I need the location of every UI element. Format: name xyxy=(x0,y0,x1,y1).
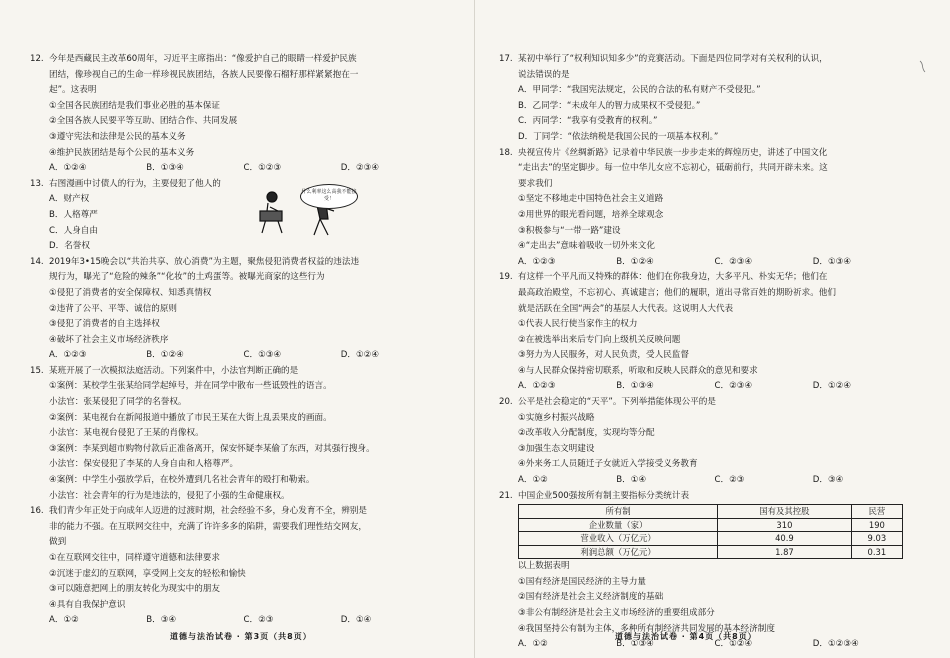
answer-item: ④具有自我保护意识 xyxy=(49,599,126,610)
answer-option: C．①②③ xyxy=(243,163,282,174)
question-stem-text: 就是活跃在全国“两会”的基层人大代表。这说明人大代表 xyxy=(518,303,734,314)
table-header-cell: 国有及其控股 xyxy=(718,505,852,519)
answer-item: ④案例：中学生小强放学后，在校外遭到几名社会青年的殴打和勒索。 xyxy=(49,475,315,486)
answer-item: ①在互联网交往中，同样遵守道德和法律要求 xyxy=(49,553,220,563)
answer-item: 小法官：张某侵犯了同学的名誉权。 xyxy=(49,397,187,408)
answer-option: D．①④ xyxy=(340,615,372,626)
answer-item: A．财产权 xyxy=(49,194,90,205)
answer-item: C．人身自由 xyxy=(49,225,98,236)
table-row xyxy=(519,518,903,532)
answer-item: ③可以随意把网上的朋友转化为现实中的朋友 xyxy=(49,584,220,595)
table-header-row xyxy=(519,505,903,519)
question-stem-text: 说法错误的是 xyxy=(518,69,570,80)
question xyxy=(499,395,911,489)
answer-item: ②改革收入分配制度，实现均等分配 xyxy=(518,428,655,439)
question xyxy=(30,52,438,177)
question-number: 14. xyxy=(30,256,44,267)
answer-option: B．①③④ xyxy=(146,163,184,174)
answer-item: ④我国坚持公有制为主体，多种所有制经济共同发展的基本经济制度 xyxy=(518,623,775,634)
table-cell: 310 xyxy=(718,518,852,532)
answer-item: ④外来务工人员随迁子女就近入学接受义务教育 xyxy=(518,459,698,470)
answer-options xyxy=(499,255,911,271)
question-stem-line xyxy=(30,255,438,271)
left-page-footer: 道德与法治试卷 · 第3页（共8页） xyxy=(170,632,312,641)
question xyxy=(30,504,438,629)
table-header-cell: 民营 xyxy=(851,505,902,519)
question-stem-line xyxy=(30,520,438,536)
question-number: 18. xyxy=(499,147,513,158)
answer-item: ④维护民族团结是每个公民的基本义务 xyxy=(49,147,195,158)
question-stem-line xyxy=(499,489,911,505)
answer-item: D．丁同学：“依法纳税是我国公民的一项基本权利。” xyxy=(518,131,719,142)
question-stem-text: 团结，像珍视自己的生命一样珍视民族团结，各族人民要像石榴籽那样紧紧抱在一 xyxy=(49,69,359,80)
question-stem-line xyxy=(499,161,911,177)
table-cell: 190 xyxy=(851,518,902,532)
answer-option: A．①②③ xyxy=(518,256,556,267)
answer-item: ③案例：李某到超市购物付款后正准备离开，保安怀疑李某偷了东西，对其强行搜身。 xyxy=(49,443,375,454)
left-column xyxy=(30,52,438,629)
answer-options xyxy=(499,473,911,489)
answer-item: ②用世界的眼光看问题，培养全球观念 xyxy=(518,209,664,220)
table-header-cell: 所有制 xyxy=(519,505,718,519)
answer-item: ②违背了公平、平等、诚信的原则 xyxy=(49,303,178,314)
question-stem-text: 中国企业500强按所有制主要指标分类统计表 xyxy=(518,490,690,501)
answer-item: ③侵犯了消费者的自主选择权 xyxy=(49,319,160,330)
answer-item: ①全国各民族团结是我们事业必胜的基本保证 xyxy=(49,100,220,111)
answer-option: A．①② xyxy=(518,639,548,650)
question-stem-text: 最高政治殿堂，不忘初心、真诚建言；他们的履职，道出寻常百姓的期盼祈求。他们 xyxy=(518,287,836,298)
question-stem-text: 2019年3•15晚会以“共治共享、放心消费”为主题，聚焦侵犯消费者权益的违法违 xyxy=(49,256,360,267)
question xyxy=(499,146,911,271)
answer-options xyxy=(30,613,438,629)
answer-item: ②案例：某电视台在新闻报道中播放了市民王某在大街上乱丢果皮的画面。 xyxy=(49,412,332,423)
answer-option: A．①②③ xyxy=(49,350,87,361)
question-number: 20. xyxy=(499,397,513,408)
question-stem-text: 公平是社会稳定的“天平”。下列举措能体现公平的是 xyxy=(518,397,716,408)
answer-option: D．①③④ xyxy=(812,256,852,267)
question-21 xyxy=(499,489,911,653)
answer-item: ①侵犯了消费者的安全保障权、知悉真情权 xyxy=(49,287,212,298)
answer-item: ①国有经济是国民经济的主导力量 xyxy=(518,576,647,587)
right-column xyxy=(499,52,911,653)
question-number xyxy=(30,270,49,286)
question-stem-line xyxy=(499,302,911,318)
answer-option: C．②③ xyxy=(243,615,274,626)
answer-item: ③积极参与“一带一路”建设 xyxy=(518,225,621,236)
answer-options xyxy=(30,161,438,177)
ownership-statistics-table xyxy=(518,504,903,559)
answer-option: D．③④ xyxy=(812,475,844,486)
question-stem-line xyxy=(30,364,438,380)
answer-option: A．①②④ xyxy=(49,163,87,174)
question-number: 19. xyxy=(499,272,513,283)
table-cell: 1.87 xyxy=(718,545,852,559)
answer-item: B．乙同学：“未成年人的智力成果权不受侵犯。” xyxy=(518,100,701,111)
question-number xyxy=(499,68,518,84)
answer-option: D．①②④ xyxy=(340,350,380,361)
answer-option: D．①②③④ xyxy=(812,639,859,650)
answer-item: ②在被选举出来后专门向上级机关反映问题 xyxy=(518,334,681,345)
answer-item: B．人格尊严 xyxy=(49,209,98,220)
answer-item: 小法官：社会青年的行为是违法的，侵犯了小强的生命健康权。 xyxy=(49,490,290,501)
question-number xyxy=(30,520,49,536)
answer-option: A．①②③ xyxy=(518,381,556,392)
question-stem-line xyxy=(499,286,911,302)
answer-item: ③非公有制经济是社会主义市场经济的重要组成部分 xyxy=(518,608,715,618)
answer-item: 小法官：保安侵犯了李某的人身自由和人格尊严。 xyxy=(49,459,239,470)
question-stem-text: 我们青少年正处于向成年人迈进的过渡时期，社会经验不多，身心发育不全，辨别是 xyxy=(49,506,367,517)
question-stem-line xyxy=(30,177,438,193)
question-number: 13. xyxy=(30,178,44,189)
answer-option: B．①④ xyxy=(616,475,647,486)
question xyxy=(30,364,438,504)
answer-item: C．丙同学：“我享有受教育的权利。” xyxy=(518,116,658,127)
question-stem-text: 做到 xyxy=(49,537,67,548)
question-number xyxy=(499,302,518,318)
answer-item: ②沉迷于虚幻的互联网，享受网上交友的轻松和愉快 xyxy=(49,568,246,579)
question-stem-line xyxy=(30,270,438,286)
question-stem-text: 以上数据表明 xyxy=(518,561,570,572)
right-page-footer: 道德与法治试卷 · 第4页（共8页） xyxy=(615,632,757,641)
table-cell: 利润总额（万亿元） xyxy=(519,545,718,559)
answer-option: B．③④ xyxy=(146,615,177,626)
answer-item: ①案例：某校学生张某给同学起绰号，并在同学中散布一些诋毁性的语言。 xyxy=(49,381,332,392)
question-number: 16. xyxy=(30,506,44,517)
question xyxy=(499,52,911,146)
question-stem-text: 右图漫画中讨债人的行为，主要侵犯了他人的 xyxy=(49,178,221,189)
question xyxy=(30,255,438,364)
answer-item: 小法官：某电视台侵犯了王某的肖像权。 xyxy=(49,428,204,439)
question-stem-text: 规行为，曝光了“危险的辣条”“化妆”的土鸡蛋等。被曝光商家的这些行为 xyxy=(49,272,325,283)
question-stem-line xyxy=(30,535,438,551)
answer-option: B．①③④ xyxy=(616,381,654,392)
answer-item: ①坚定不移地走中国特色社会主义道路 xyxy=(518,194,664,205)
answer-item: ①代表人民行使当家作主的权力 xyxy=(518,319,638,330)
question-number xyxy=(30,535,49,551)
question-stem-text: 要求我们 xyxy=(518,178,553,189)
answer-option: C．②③④ xyxy=(714,381,753,392)
answer-option: D．②③④ xyxy=(340,163,380,174)
answer-item: ②国有经济是社会主义经济制度的基础 xyxy=(518,592,664,603)
table-cell: 9.03 xyxy=(851,532,902,546)
answer-option: A．①② xyxy=(518,475,548,486)
answer-option: D．①②④ xyxy=(812,381,852,392)
question-stem-line xyxy=(30,52,438,68)
table-cell: 0.31 xyxy=(851,545,902,559)
question-stem-line xyxy=(499,146,911,162)
question-stem-text: 有这样一个平凡而又特殊的群体：他们在你我身边，大多平凡、朴实无华；他们在 xyxy=(518,272,828,283)
answer-item: ①实施乡村振兴战略 xyxy=(518,412,595,423)
table-row xyxy=(519,532,903,546)
question-stem-line xyxy=(30,68,438,84)
answer-item: ④“走出去”意味着吸收一切外来文化 xyxy=(518,241,655,252)
question-stem-line xyxy=(30,83,438,99)
answer-item: ③遵守宪法和法律是公民的基本义务 xyxy=(49,131,186,142)
answer-item: ③努力为人民服务，对人民负责，受人民监督 xyxy=(518,350,689,361)
answer-option: B．①②④ xyxy=(146,350,184,361)
right-page xyxy=(475,0,950,658)
question-number: 15. xyxy=(30,365,44,376)
answer-item: ②全国各族人民要平等互助、团结合作、共同发展 xyxy=(49,116,238,127)
question-stem-line xyxy=(499,270,911,286)
question-number: 21. xyxy=(499,490,513,501)
answer-item: ④与人民群众保持密切联系，听取和反映人民群众的意见和要求 xyxy=(518,365,758,376)
table-cell: 企业数量（家） xyxy=(519,518,718,532)
table-cell: 营业收入（万亿元） xyxy=(519,532,718,546)
question-stem-text: 今年是西藏民主改革60周年，习近平主席指出：“像爱护自己的眼睛一样爱护民族 xyxy=(49,54,357,64)
question-number xyxy=(499,177,518,193)
question-number xyxy=(30,68,49,84)
question-number xyxy=(499,286,518,302)
answer-option: A．①② xyxy=(49,615,79,626)
answer-item: ④破坏了社会主义市场经济秩序 xyxy=(49,334,169,345)
question-number: 12. xyxy=(30,54,44,64)
question-stem-line xyxy=(499,52,911,68)
question-number: 17. xyxy=(499,54,513,64)
question-stem-text: 央视宣传片《丝绸新路》记录着中华民族一步步走来的辉煌历史，讲述了中国文化 xyxy=(518,147,828,158)
question xyxy=(30,177,438,255)
question xyxy=(499,270,911,395)
question-number xyxy=(30,83,49,99)
pen-mark xyxy=(918,60,928,74)
cartoon-speech-bubble: 什么利率这么高我不能接受！ xyxy=(300,184,358,209)
answer-option: C．②③④ xyxy=(714,256,753,267)
question-stem-text: “走出去”的坚定脚步。每一位中华儿女应不忘初心，砥砺前行，共同开辟未来。这 xyxy=(518,163,828,174)
question-stem-text: 某班开展了一次模拟法庭活动。下列案件中，小法官判断正确的是 xyxy=(49,365,299,376)
answer-option: C．②③ xyxy=(714,475,745,486)
question-stem-text: 某初中举行了“权利知识知多少”的竞赛活动。下面是四位同学对有关权利的认识， xyxy=(518,54,828,64)
answer-item: D．名誉权 xyxy=(49,241,90,252)
question-stem-line xyxy=(499,395,911,411)
answer-option: C．①③④ xyxy=(243,350,282,361)
answer-options xyxy=(499,379,911,395)
answer-option: B．①②④ xyxy=(616,256,654,267)
answer-option: B．①③④ xyxy=(616,639,654,650)
question-stem-line xyxy=(30,504,438,520)
answer-item: ③加强生态文明建设 xyxy=(518,443,595,454)
answer-item: A．甲同学：“我国宪法规定，公民的合法的私有财产不受侵犯。” xyxy=(518,85,761,96)
answer-options xyxy=(30,348,438,364)
question-stem-line xyxy=(499,68,911,84)
table-cell: 40.9 xyxy=(718,532,852,546)
question-stem-line xyxy=(499,177,911,193)
question-stem-text: 非的能力不强。在互联网交往中，充满了许许多多的陷阱，需要我们理性结交网友， xyxy=(49,521,367,532)
question-number xyxy=(499,161,518,177)
table-row xyxy=(519,545,903,559)
answer-option: C．①②④ xyxy=(714,639,753,650)
question-stem-text: 起”。这表明 xyxy=(49,85,97,96)
